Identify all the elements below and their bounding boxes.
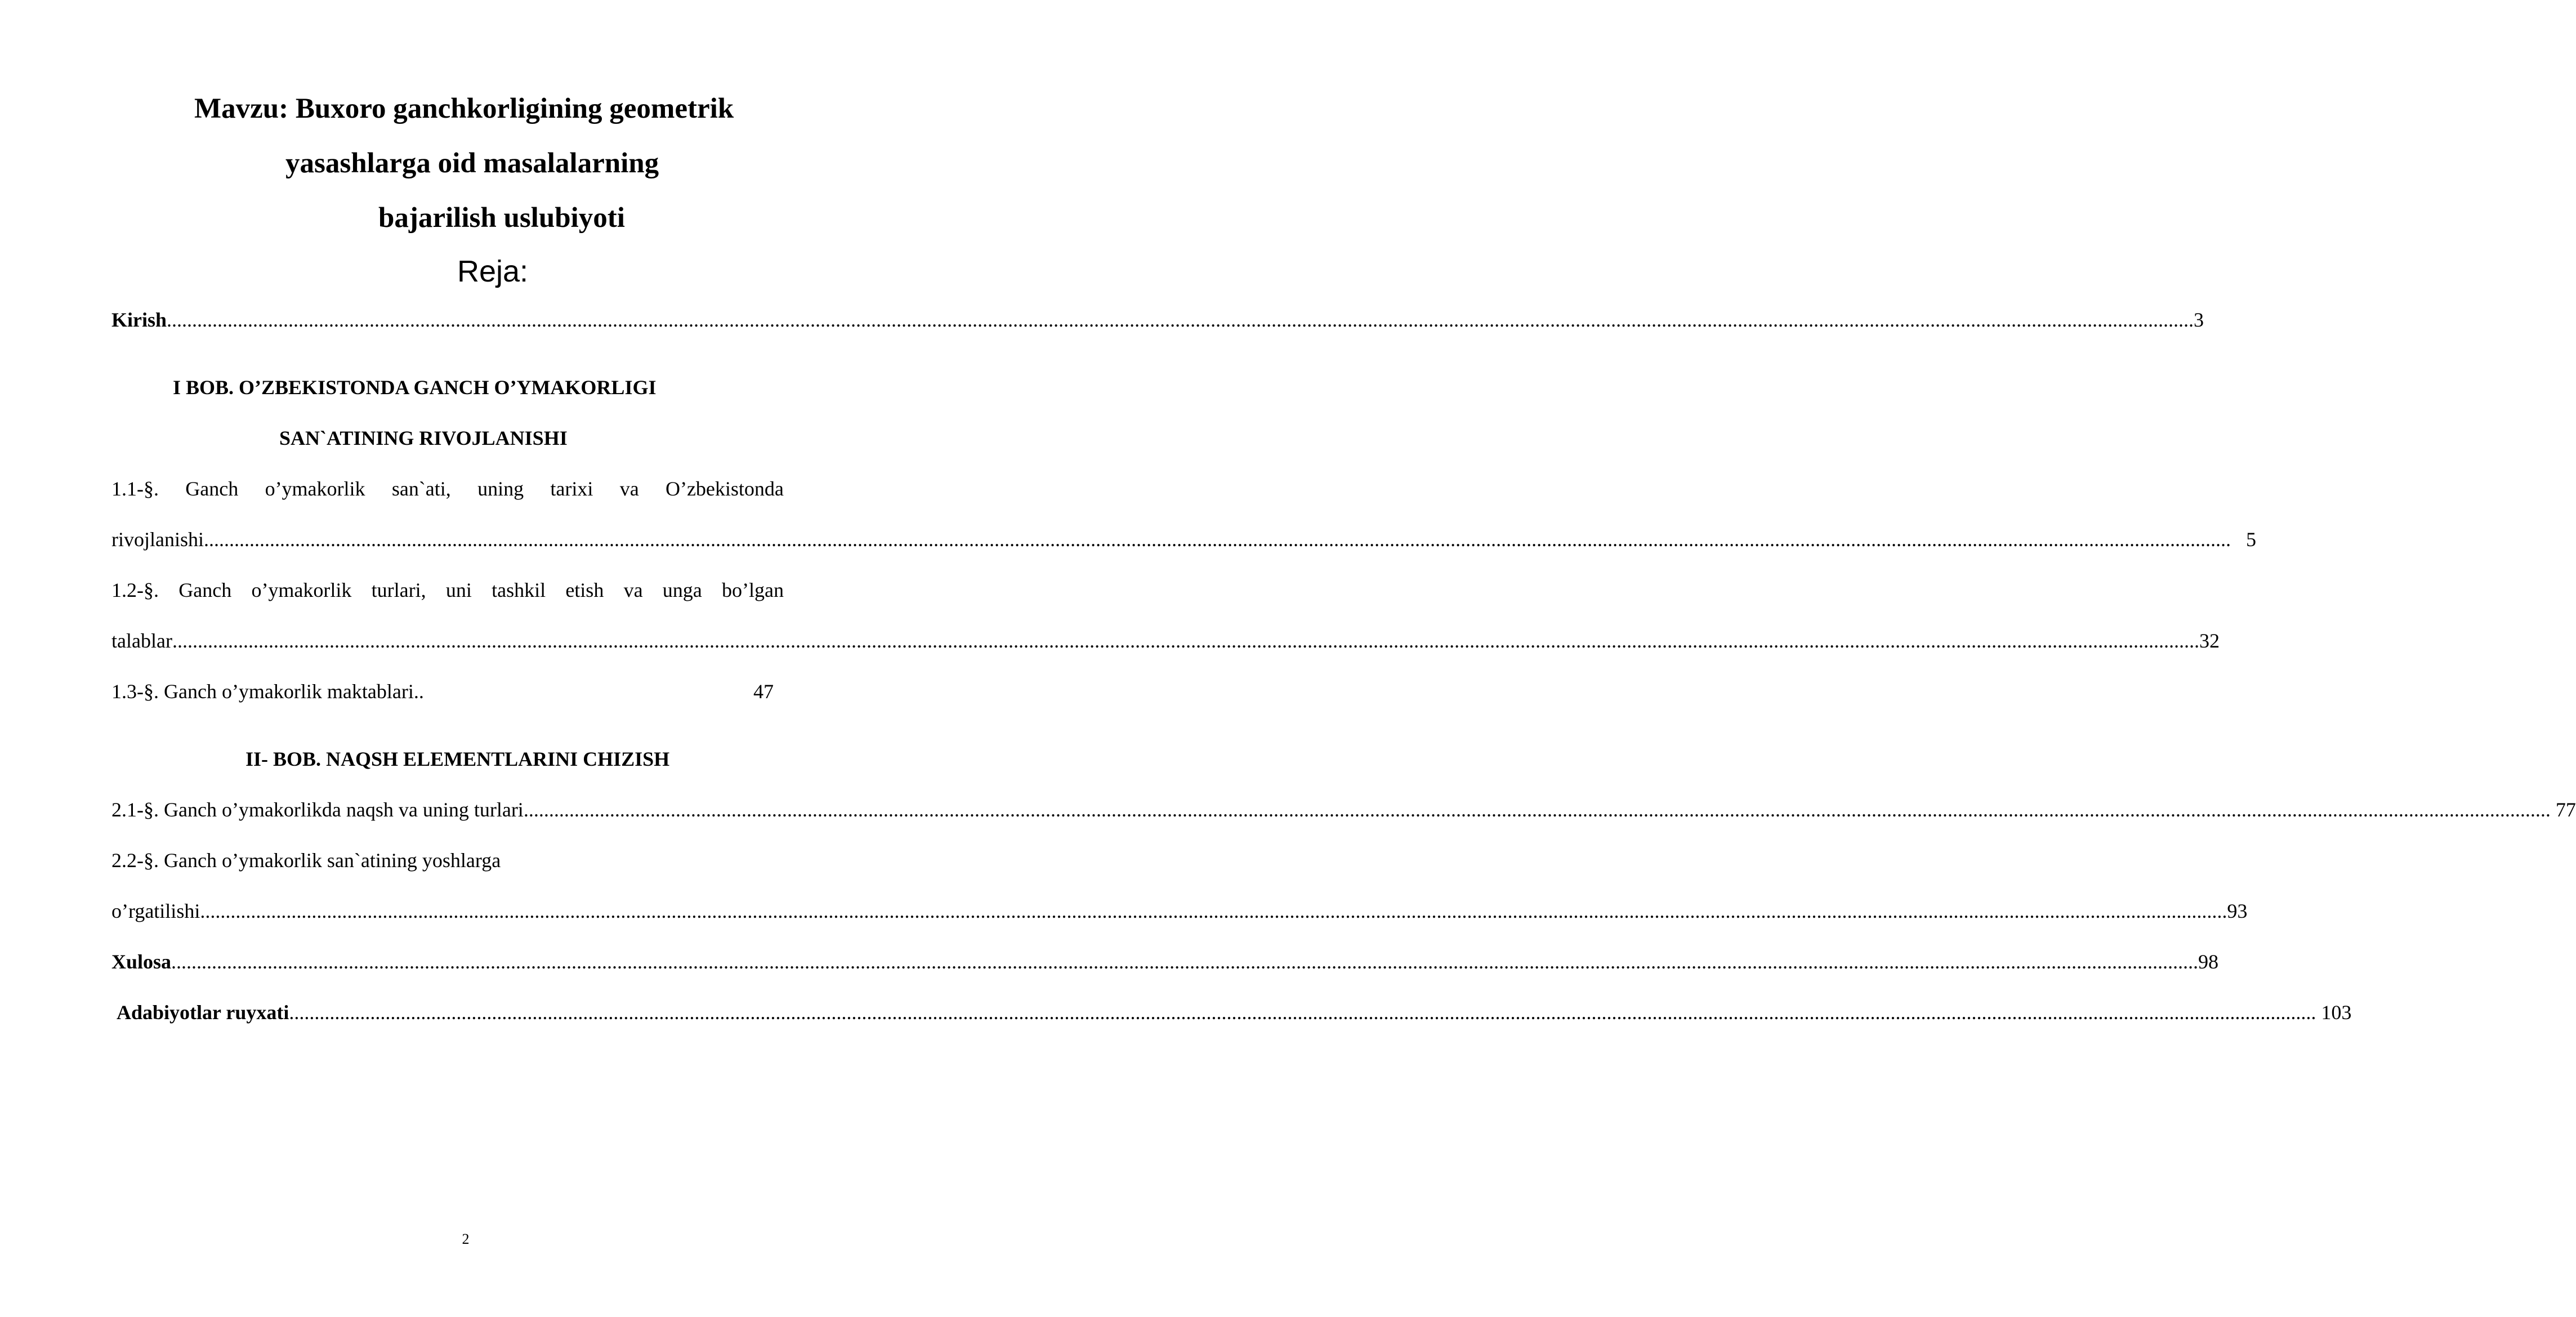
- toc-label: Adabiyotlar ruyxati: [117, 1001, 289, 1024]
- toc-word: o’ymakorlik: [265, 477, 365, 500]
- toc-page-number: 3: [2194, 309, 2204, 331]
- toc-entry-2-2-line-2: [111, 899, 2248, 923]
- toc-leader-dots: ................................................................................................................................................................................................................................................................................................................................................................................................................: [171, 950, 2199, 973]
- toc-entry-1-2-line-1: [111, 578, 784, 602]
- toc-page-number: 77: [2550, 798, 2576, 821]
- toc-leader-dots: ................................................................................................................................................................................................................................................................................................................................................................................................................: [167, 309, 2194, 331]
- toc-entry-references: [117, 1000, 2352, 1025]
- toc-word: Ganch: [185, 477, 239, 500]
- toc-word: 1.2-§.: [111, 579, 159, 601]
- plan-heading: Reja:: [457, 255, 529, 288]
- document-title-line-2: yasashlarga oid masalalarning: [285, 148, 659, 179]
- toc-word: O’zbekistonda: [665, 477, 784, 500]
- toc-label: 2.1-§. Ganch o’ymakorlikda naqsh va uning turlari: [111, 798, 524, 821]
- toc-entry-conclusion: [111, 949, 2219, 974]
- toc-word: 1.1-§.: [111, 477, 159, 500]
- toc-page-number: 93: [2227, 900, 2248, 922]
- toc-entry-2-1: [111, 797, 2576, 822]
- toc-label: rivojlanishi: [111, 528, 204, 551]
- page-number: 2: [462, 1231, 470, 1247]
- toc-label: Xulosa: [111, 950, 172, 973]
- toc-word: va: [623, 579, 643, 601]
- document-title-line-1: Mavzu: Buxoro ganchkorligining geometrik: [194, 93, 734, 124]
- toc-word: turlari,: [371, 579, 426, 601]
- toc-word: Ganch: [178, 579, 232, 601]
- document-title-line-3: bajarilish uslubiyoti: [378, 202, 625, 234]
- chapter-2-heading: II- BOB. NAQSH ELEMENTLARINI CHIZISH: [245, 748, 670, 770]
- toc-label: talablar: [111, 630, 172, 652]
- toc-leader-dots: ................................................................................................................................................................................................................................................................................................................................................................................................................: [523, 798, 2551, 821]
- toc-word: va: [619, 477, 639, 500]
- toc-leader-dots: ................................................................................................................................................................................................................................................................................................................................................................................................................: [204, 528, 2231, 551]
- toc-page-number: 5: [2231, 528, 2256, 551]
- toc-word: bo’lgan: [722, 579, 784, 601]
- toc-entry-1-1-line-1: [111, 476, 784, 501]
- toc-word: san`ati,: [391, 477, 451, 500]
- toc-entry-1-3: [111, 679, 784, 704]
- toc-word: tarixi: [550, 477, 593, 500]
- toc-word: uning: [477, 477, 524, 500]
- toc-word: tashkil: [492, 579, 546, 601]
- toc-label: Kirish: [111, 309, 167, 331]
- toc-page-number: 98: [2198, 950, 2219, 973]
- toc-leader-dots: ................................................................................................................................................................................................................................................................................................................................................................................................................: [172, 630, 2199, 652]
- toc-entry-2-2-line-1: 2.2-§. Ganch o’ymakorlik san`atining yoshlarga: [111, 849, 501, 872]
- toc-entry-1-1-line-2: [111, 527, 2256, 552]
- toc-page-number: 32: [2199, 630, 2220, 652]
- toc-label: o’rgatilishi: [111, 900, 200, 922]
- toc-page-number: 47: [753, 680, 774, 703]
- chapter-1-heading-line-2: SAN`ATINING RIVOJLANISHI: [279, 427, 568, 449]
- toc-leader-dots: ................................................................................................................................................................................................................................................................................................................................................................................................................: [200, 900, 2227, 922]
- toc-word: uni: [445, 579, 472, 601]
- toc-entry-1-2-line-2: [111, 628, 2220, 653]
- toc-page-number: 103: [2316, 1001, 2352, 1024]
- toc-word: etish: [565, 579, 604, 601]
- toc-entry-intro: [111, 307, 2204, 332]
- toc-word: unga: [662, 579, 702, 601]
- toc-leader-dots: ................................................................................................................................................................................................................................................................................................................................................................................................................: [289, 1001, 2316, 1024]
- toc-label: 1.3-§. Ganch o’ymakorlik maktablari..: [111, 680, 424, 703]
- chapter-1-heading-line-1: I BOB. O’ZBEKISTONDA GANCH O’YMAKORLIGI: [173, 376, 657, 399]
- toc-word: o’ymakorlik: [251, 579, 352, 601]
